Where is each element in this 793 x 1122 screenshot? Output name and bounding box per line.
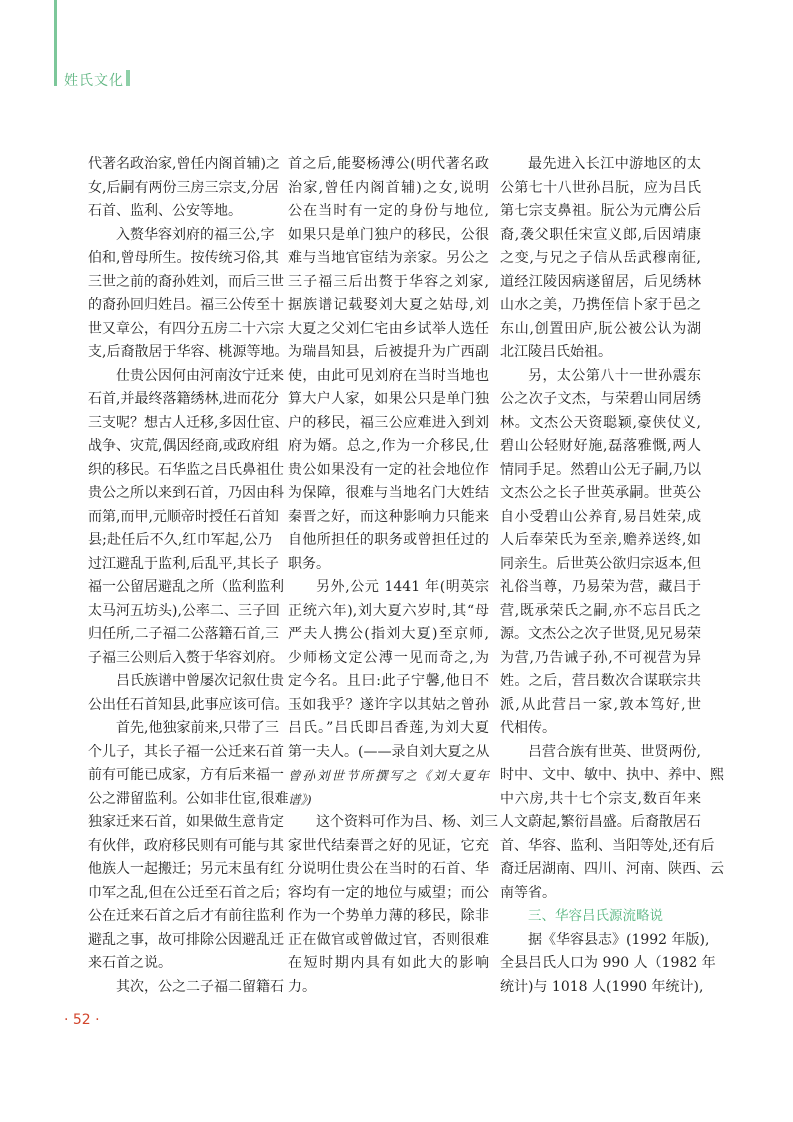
text-line: 情同手足。然碧山公无子嗣,乃以 [500,461,701,478]
text-line: 玉如我乎？遂许字以其姑之曾孙 [288,696,489,713]
text-line: 入赘华容刘府的福三公,字 [116,226,275,243]
text-line: 人后奉荣氏为至亲,赡养送终,如 [500,532,701,548]
text-line: 北江陵吕氏始祖。 [500,344,612,360]
text-line: 有伙伴，政府移民则有可能与其 [88,837,284,854]
text-line: 礼俗当尊，乃易荣为营，藏吕于 [500,579,701,595]
text-line: 县;赴任后不久,红巾军起,公乃 [88,532,272,548]
text-line: 分说明仕贵公在当时的石首、华 [288,861,489,877]
text-line: 秦晋之好，而这种影响力只能来 [288,508,489,525]
text-line: 据《华容县志》(1992 年版), [528,931,710,948]
text-line: 定今名。且曰:此子宁馨,他日不 [288,673,489,689]
text-line: 严夫人携公(指刘大夏)至京师, [288,626,489,642]
text-line: 府为婿。总之,作为一介移民,仕 [288,438,489,454]
text-line: 全县吕氏人口为 990 人（1982 年 [500,955,716,971]
text-line: 而第,而甲,元顺帝时授任石首知 [88,508,279,525]
text-line: 首、华容、监利、当阳等处,还有后 [500,837,715,854]
text-line: 容均有一定的地位与威望；而公 [288,884,489,901]
text-line: 谱》) [288,791,312,807]
text-line: 南等省。 [500,884,556,901]
text-line: 大夏之父刘仁宅由乡试举人选任 [288,320,489,337]
text-line: 道经江陵因病遂留居，后见绣林 [500,273,701,290]
text-line: 其次，公之二子福二留籍石 [116,978,284,995]
page-number: · 52 · [64,1012,100,1028]
text-line: 裔迁居湖南、四川、河南、陕西、云 [500,861,724,877]
text-line: 自小受碧山公养育,易吕姓荣,成 [500,508,701,525]
text-line: 为保障，很难与当地名门大姓结 [288,485,489,501]
text-column-2 [288,153,498,999]
text-line: 首先,他独家前来,只带了三 [116,720,279,736]
text-line: 巾军之乱,但在公迁至石首之后； [88,884,289,901]
text-line: 公第七十八世孙吕朊，应为吕氏 [500,179,701,196]
text-line: 石首、监利、公安等地。 [88,203,242,219]
text-line: 公出任石首知县,此事应该可信。 [88,696,289,713]
text-line: 治家,曾任内阁首辅)之女,说明 [288,179,489,196]
text-line: 吕氏族谱中曾屡次记叙仕贵 [116,673,284,689]
text-line: 难与当地官宦结为亲家。另公之 [288,250,489,266]
decorative-vertical-rule [54,0,57,86]
text-line: 自他所担任的职务或曾担任过的 [288,532,489,548]
text-line: 户的移民，福三公应难进入到刘 [288,414,489,431]
text-line: 世又章公，有四分五房二十六宗 [88,320,284,337]
text-line: 山水之美，乃携侄信卜家于邑之 [500,297,701,313]
text-line: 石首,并最终落籍绣林,进而花分 [88,391,279,407]
text-line: 源。文杰公之次子世贤,见兄易荣 [500,626,701,642]
text-line: 过江避乱于监利,后乱平,其长子 [88,555,279,572]
text-line: 作为一个势单力薄的移民，除非 [288,908,489,924]
text-line: 碧山公轻财好施,磊落雅慨,两人 [500,438,701,454]
text-line: 公在迁来石首之后才有前往监利 [88,908,284,924]
text-line: 第一夫人。(——录自刘大夏之从 [288,743,490,760]
text-line: 他族人一起搬迁；另元末虽有红 [88,861,284,877]
text-line: 仕贵公因何由河南汝宁迁来 [116,367,284,384]
text-line: 另，太公第八十一世孙震东 [528,367,701,384]
text-line: 公在当时有一定的身份与地位, [288,203,489,219]
text-line: 职务。 [288,555,330,572]
text-line: 首之后,能娶杨溥公(明代著名政 [288,156,489,172]
text-line: 为瑞昌知县，后被提升为广西副 [288,344,489,360]
text-column-1 [88,153,289,999]
text-line: 太马河五坊头),公率二、三子回 [88,602,280,619]
text-line: 吕氏。”吕氏即吕香莲,为刘大夏 [288,720,489,736]
text-line: 来石首之说。 [88,955,172,971]
text-line: 这个资料可作为吕、杨、刘三 [316,814,498,830]
text-line: 最先进入长江中游地区的太 [528,156,701,172]
text-line: 支,后裔散居于华容、桃源等地。 [88,344,289,360]
text-line: 公之滞留监利。公如非仕宦,很难 [88,790,289,807]
text-line: 正在做官或曾做过官，否则很难 [288,931,489,948]
section-label: 姓氏文化 [64,73,124,89]
text-line: 吕营合族有世英、世贤两份, [528,743,701,760]
text-line: 家世代结秦晋之好的见证，它充 [288,837,489,854]
text-line: 为营,乃告诫子孙,不可视营为异 [500,649,701,666]
text-line: 派,从此营吕一家,敦本笃好,世 [500,696,701,713]
text-line: 东山,创置田庐,朊公被公认为湖 [500,320,701,337]
section-label-bar [126,70,130,86]
text-line: 文杰公之长子世英承嗣。世英公 [500,485,701,501]
text-line: 公之次子文杰，与荣碧山同居绣 [500,391,701,407]
text-line: 算大户人家，如果公只是单门独 [288,391,489,407]
text-line: 三世之前的裔孙姓刘，而后三世 [88,273,284,290]
text-line: 贵公如果没有一定的社会地位作 [288,461,489,478]
text-line: 同亲生。后世英公欲归宗返本,但 [500,555,701,572]
text-line: 使，由此可见刘府在当时当地也 [288,367,489,384]
text-line: 林。文杰公天资聪颖,豪侠仗义, [500,414,701,431]
text-line: 代相传。 [500,720,556,736]
text-line: 时中、文中、敏中、执中、养中、熙 [500,767,724,783]
text-line: 贵公之所以来到石首，乃因由科 [88,485,284,501]
text-line: 统计)与 1018 人(1990 年统计), [500,978,704,995]
text-line: 个儿子，其长子福一公迁来石首 [88,743,284,760]
text-line: 曾孙刘世节所撰写之《刘大夏年 [288,768,489,783]
text-line: 织的移民。石华监之吕氏鼻祖仕 [88,461,284,478]
text-line: 中六房,共十七个宗支,数百年来 [500,790,701,807]
text-line: 战争、灾荒,偶因经商,或政府组 [88,438,279,454]
text-line: 另外,公元 1441 年(明英宗 [316,579,489,595]
text-column-3 [500,153,724,999]
text-line: 前有可能已成家，方有后来福一 [88,767,284,783]
text-line: 代著名政治家,曾任内阁首辅)之 [88,156,280,172]
text-line: 子福三公则后入赘于华容刘府。 [88,649,284,666]
text-line: 少师杨文定公溥一见而奇之,为 [288,649,489,666]
text-line: 如果只是单门独户的移民，公很 [288,226,489,243]
text-line: 营,既承荣氏之嗣,亦不忘吕氏之 [500,602,701,619]
text-line: 的裔孙回归姓吕。福三公传至十 [88,297,284,313]
text-line: 避乱之事，故可排除公因避乱迁 [88,931,284,948]
text-line: 据族谱记载娶刘大夏之姑母,刘 [288,297,489,313]
text-line: 女,后嗣有两份三房三宗支,分居 [88,179,279,196]
text-line: 在短时期内具有如此大的影响 [288,955,489,971]
text-line: 第七宗支鼻祖。朊公为元膺公后 [500,203,701,219]
text-line: 三支呢？想古人迁移,多因仕宦、 [88,414,289,431]
text-line: 裔,袭父职任宋宣义郎,后因靖康 [500,226,701,243]
text-line: 力。 [288,978,316,995]
text-line: 人文蔚起,繁衍昌盛。后裔散居石 [500,814,701,830]
text-line: 福一公留居避乱之所（监利监利 [88,579,284,595]
section-heading: 三、华容吕氏源流略说 [528,908,663,924]
text-line: 姓。之后，营吕数次合谋联宗共 [500,673,701,689]
text-line: 之变,与兄之子信从岳武穆南征, [500,250,701,266]
text-line: 独家迁来石首，如果做生意肯定 [88,814,284,830]
text-line: 归任所,二子福二公落籍石首,三 [88,626,279,642]
text-line: 三子福三后出赘于华容之刘家, [288,273,489,290]
text-line: 正统六年),刘大夏六岁时,其“母 [288,602,489,619]
text-line: 伯和,曾母所生。按传统习俗,其 [88,250,279,266]
